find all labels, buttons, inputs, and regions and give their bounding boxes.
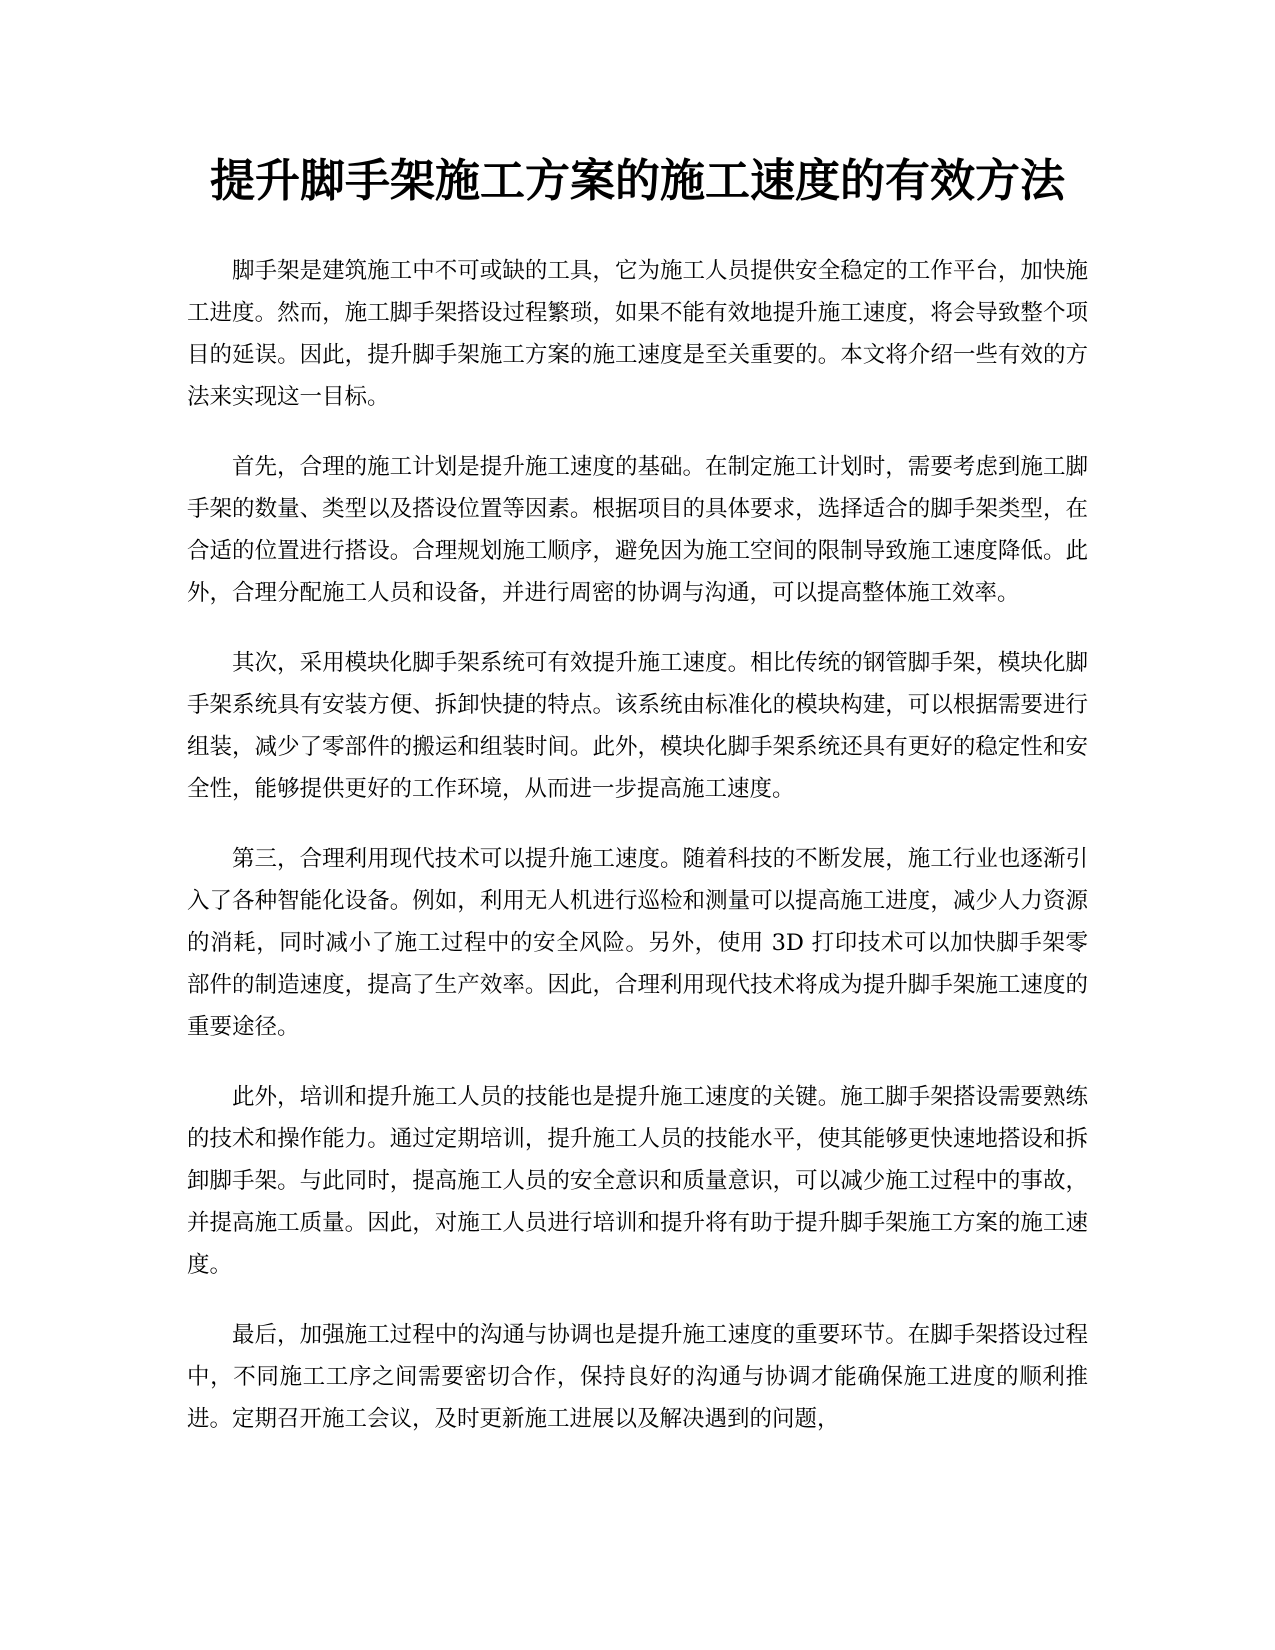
paragraph-modular-system: 其次，采用模块化脚手架系统可有效提升施工速度。相比传统的钢管脚手架，模块化脚手架系统具有安装方便、拆卸快捷的特点。该系统由标准化的模块构建，可以根据需要进行组装，减少了零部件的搬运和组装时间。此外，模块化脚手架系统还具有更好的稳定性和安全性，能够提供更好的工作环境，从而进一步提高施工速度。 bbox=[187, 650, 1088, 802]
document-body bbox=[187, 250, 1088, 1440]
document-title: 提升脚手架施工方案的施工速度的有效方法 bbox=[209, 154, 1065, 207]
paragraph-intro: 脚手架是建筑施工中不可或缺的工具，它为施工人员提供安全稳定的工作平台，加快施工进度。然而，施工脚手架搭设过程繁琐，如果不能有效地提升施工速度，将会导致整个项目的延误。因此，提升脚手架施工方案的施工速度是至关重要的。本文将介绍一些有效的方法来实现这一目标。 bbox=[187, 258, 1088, 410]
paragraph-communication: 最后，加强施工过程中的沟通与协调也是提升施工速度的重要环节。在脚手架搭设过程中，不同施工工序之间需要密切合作，保持良好的沟通与协调才能确保施工进度的顺利推进。定期召开施工会议，及时更新施工进展以及解决遇到的问题， bbox=[187, 1322, 1088, 1432]
paragraph-training: 此外，培训和提升施工人员的技能也是提升施工速度的关键。施工脚手架搭设需要熟练的技术和操作能力。通过定期培训，提升施工人员的技能水平，使其能够更快速地搭设和拆卸脚手架。与此同时，提高施工人员的安全意识和质量意识，可以减少施工过程中的事故，并提高施工质量。因此，对施工人员进行培训和提升将有助于提升脚手架施工方案的施工速度。 bbox=[187, 1084, 1088, 1278]
paragraph-modern-technology: 第三，合理利用现代技术可以提升施工速度。随着科技的不断发展，施工行业也逐渐引入了各种智能化设备。例如，利用无人机进行巡检和测量可以提高施工进度，减少人力资源的消耗，同时减小了施工过程中的安全风险。另外，使用 3D 打印技术可以加快脚手架零部件的制造速度，提高了生产效率。因此，合理利用现代技术将成为提升脚手架施工速度的重要途径。 bbox=[187, 846, 1088, 1040]
paragraph-planning: 首先，合理的施工计划是提升施工速度的基础。在制定施工计划时，需要考虑到施工脚手架的数量、类型以及搭设位置等因素。根据项目的具体要求，选择适合的脚手架类型，在合适的位置进行搭设。合理规划施工顺序，避免因为施工空间的限制导致施工速度降低。此外，合理分配施工人员和设备，并进行周密的协调与沟通，可以提高整体施工效率。 bbox=[187, 454, 1088, 606]
